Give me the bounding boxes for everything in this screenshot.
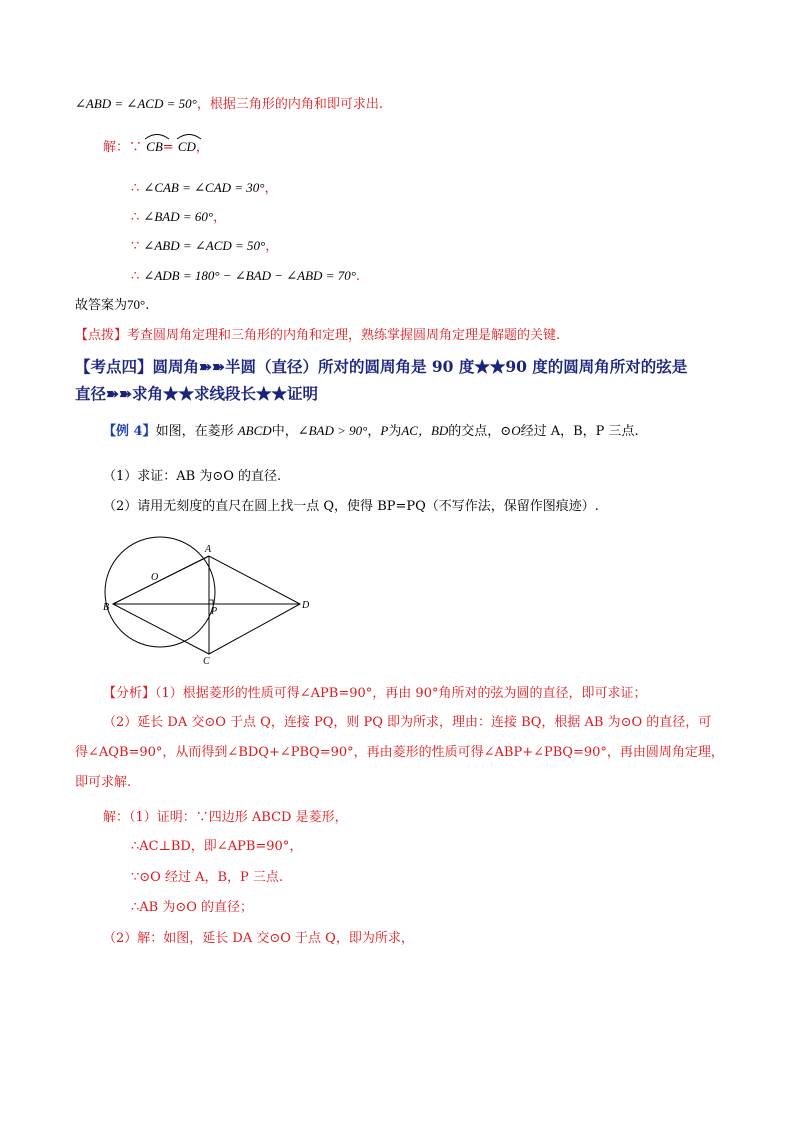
section-heading-line2: 直径➽➽求角★★求线段长★★证明: [75, 384, 318, 403]
analysis-line-3: 得∠AQB=90°，从而得到∠BDQ+∠PBQ=90°，再由菱形的性质可得∠ABP+∠PBQ=90°，再由圆周角定理，: [75, 745, 724, 760]
label-o: O: [151, 572, 159, 583]
analysis-line-1: 【分析】（1）根据菱形的性质可得∠APB=90°，再由 90°角所对的弦为圆的直径，即可求证；: [103, 686, 647, 701]
because-symbol: ∵: [131, 239, 140, 254]
solution-label: 解：∵: [103, 140, 143, 155]
label-b: B: [103, 602, 110, 613]
therefore-symbol: ∴: [131, 269, 140, 284]
arc-mark-icon: [176, 132, 202, 140]
solution-line-1: 解：（1）证明：∵四边形 ABCD 是菱形，: [103, 810, 348, 825]
text-segment: ，根据三角形的内角和即可求出.: [196, 97, 383, 112]
solution-line-5: （2）解：如图，延长 DA 交⊙O 于点 Q，即为所求，: [103, 931, 414, 946]
solution-line-3: ∵⊙O 经过 A，B，P 三点.: [131, 870, 284, 885]
circle-o: [105, 537, 218, 647]
step-line-2: ∴ ∠BAD = 60°，: [131, 209, 227, 225]
math-expression: ∠BAD = 60°: [143, 209, 214, 224]
solution-start-line: 解：∵ CB= CD，: [103, 137, 209, 158]
rhombus-abcd: [113, 556, 300, 654]
line-premise: [75, 94, 383, 115]
answer-label: 故答案为: [75, 298, 128, 313]
solution-line-4: ∴AB 为⊙O 的直径；: [131, 900, 254, 915]
therefore-symbol: ∴: [131, 210, 140, 225]
section-heading-line1: 【考点四】圆周角➽➽半圆（直径）所对的圆周角是 90 度★★90 度的圆周角所对的弦是: [75, 357, 688, 376]
tip-line: 【点拨】考查圆周角定理和三角形的内角和定理，熟练掌握圆周角定理是解题的关键.: [75, 328, 561, 343]
step-line-3: ∵ ∠ABD = ∠ACD = 50°，: [131, 238, 279, 254]
example-label: 【例 4】: [103, 424, 156, 439]
therefore-symbol: ∴: [131, 181, 140, 196]
label-a: A: [205, 544, 212, 555]
analysis-line-4: 即可求解.: [75, 775, 132, 790]
label-p: P: [211, 606, 218, 617]
math-expression: ∠ABD = ∠ACD = 50°: [75, 96, 197, 111]
arc-cb: CB: [146, 137, 163, 157]
example-statement: 【例 4】如图，在菱形 ABCD中，∠BAD > 90°，P为AC，BD的交点，⊙O经过 A，B，P 三点.: [103, 423, 639, 439]
answer-value: 70°: [127, 297, 146, 312]
math-expression: ∠ADB = 180° − ∠BAD − ∠ABD = 70°: [143, 268, 356, 283]
question-2: （2）请用无刻度的直尺在圆上找一点 Q，使得 BP=PQ（不写作法，保留作图痕迹）.: [103, 499, 599, 514]
label-d: D: [302, 600, 310, 611]
analysis-line-2: （2）延长 DA 交⊙O 于点 Q，连接 PQ，则 PQ 即为所求，理由：连接 BQ，根据 AB 为⊙O 的直径，可: [103, 715, 712, 730]
math-expression: ∠CAB = ∠CAD = 30°: [143, 180, 265, 195]
solution-line-2: ∴AC⊥BD，即∠APB=90°，: [131, 839, 303, 854]
diameter-ab: [113, 556, 209, 604]
step-line-4: ∴ ∠ADB = 180° − ∠BAD − ∠ABD = 70°.: [131, 268, 361, 284]
question-1: （1）求证：AB 为⊙O 的直径.: [103, 469, 282, 484]
step-line-1: ∴ ∠CAB = ∠CAD = 30°，: [131, 180, 278, 196]
rhombus-circle-figure: [100, 530, 320, 670]
right-angle-mark: [209, 600, 213, 604]
math-expression: ∠ABD = ∠ACD = 50°: [143, 238, 266, 253]
equals-sign: =: [162, 140, 174, 155]
arc-cd: CD: [178, 137, 196, 157]
label-c: C: [203, 656, 210, 667]
answer-line: 故答案为70°.: [75, 297, 150, 313]
arc-mark-icon: [144, 132, 170, 140]
